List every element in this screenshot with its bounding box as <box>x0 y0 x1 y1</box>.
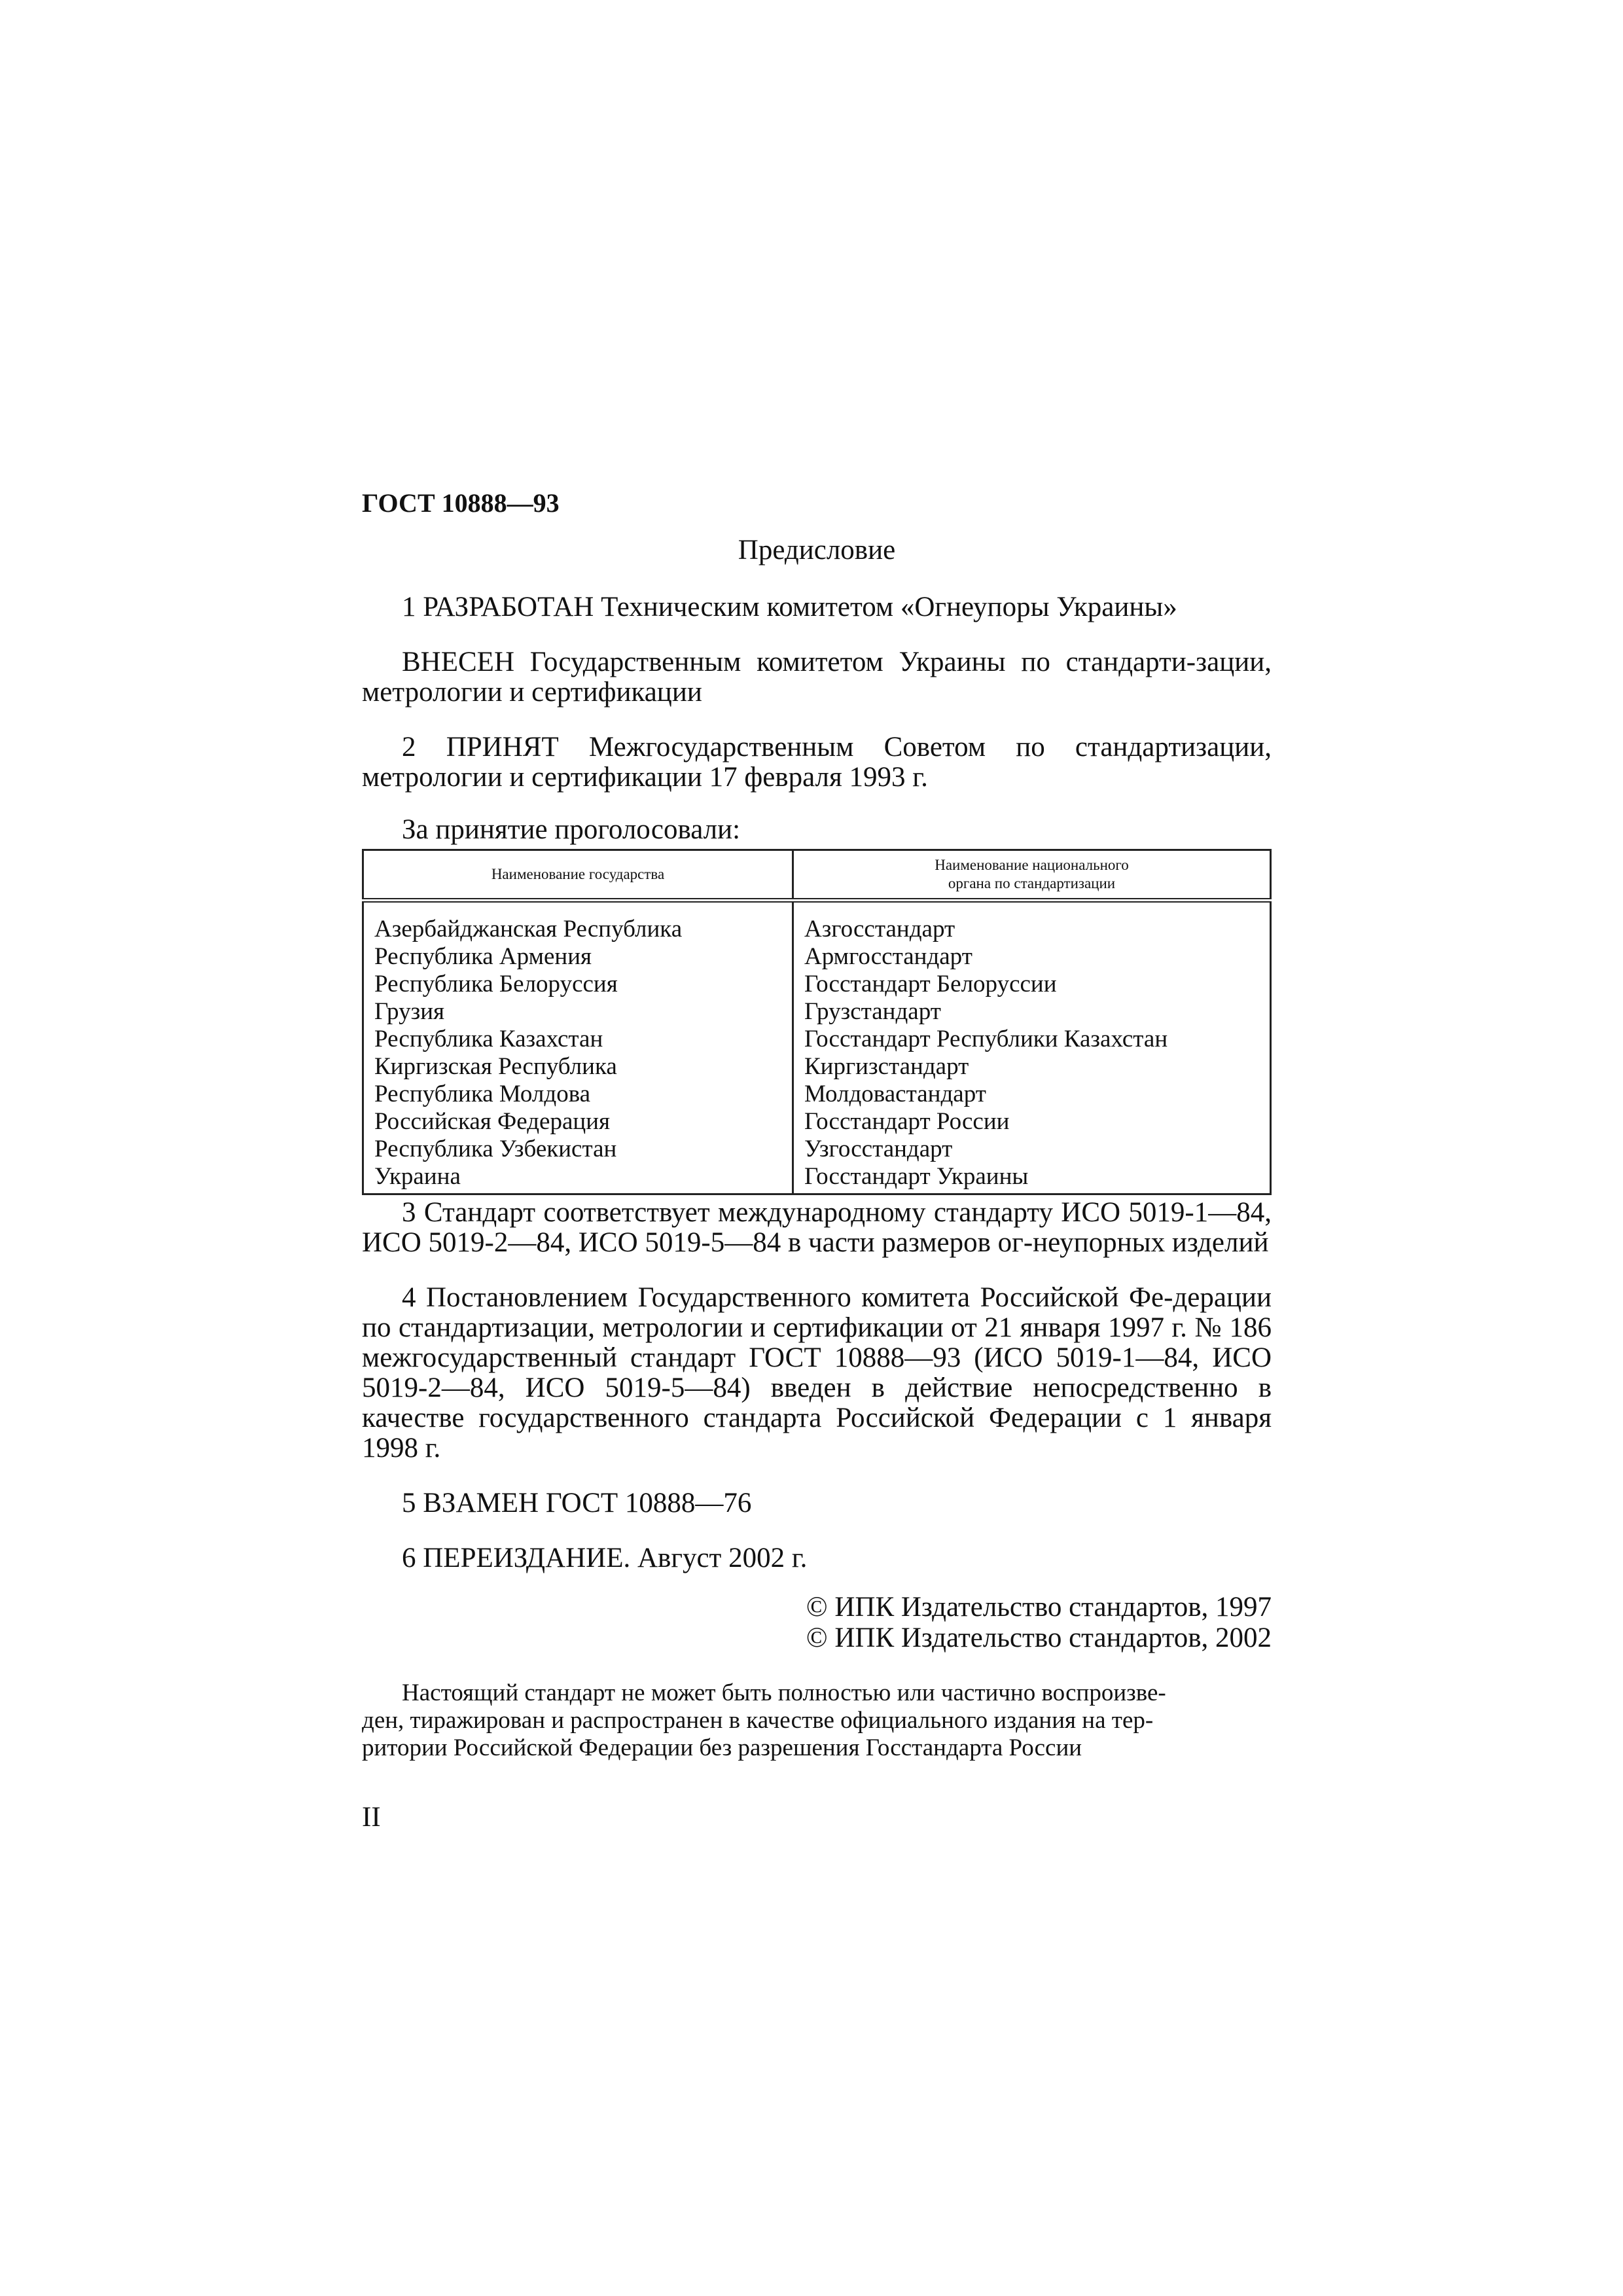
table-header-state: Наименование государства <box>363 850 793 901</box>
table-cell-body: Госстандарт России <box>804 1108 1010 1135</box>
table-cell-state: Грузия <box>374 998 445 1025</box>
table-header-body-line1: Наименование национального <box>935 857 1129 873</box>
copyright-line: © ИПК Издательство стандартов, 1997 <box>806 1592 1272 1623</box>
section-3: 3 Стандарт соответствует международному стандарту ИСО 5019-1—84, ИСО 5019-2—84, ИСО 5019-5—84 в части размеров ог-неупорных изделий <box>362 1197 1272 1258</box>
table-cell-body: Госстандарт Белоруссии <box>804 971 1057 997</box>
table-cell-body: Киргизстандарт <box>804 1053 969 1080</box>
table-cell-state: Азербайджанская Республика <box>374 916 683 942</box>
table-cell-body: Грузстандарт <box>804 998 941 1025</box>
reproduction-notice <box>362 1679 1272 1762</box>
table-cell-state: Республика Казахстан <box>374 1026 603 1052</box>
document-page <box>362 488 1272 1833</box>
section-5: 5 ВЗАМЕН ГОСТ 10888—76 <box>402 1488 752 1518</box>
table-cell-state: Республика Белоруссия <box>374 971 618 997</box>
section-1: 1 РАЗРАБОТАН Техническим комитетом «Огнеупоры Украины» <box>402 592 1177 622</box>
section-6: 6 ПЕРЕИЗДАНИЕ. Август 2002 г. <box>402 1543 808 1573</box>
notice-line: Настоящий стандарт не может быть полностью или частично воспроизве- <box>402 1679 1166 1706</box>
voted-caption: За принятие проголосовали: <box>402 814 741 845</box>
table-cell-state: Киргизская Республика <box>374 1053 617 1080</box>
section-introduced: ВНЕСЕН Государственным комитетом Украины по стандарти-зации, метрологии и сертификации <box>362 647 1272 708</box>
table-cell-state: Российская Федерация <box>374 1108 611 1135</box>
document-id: ГОСТ 10888—93 <box>362 488 560 518</box>
copyright-line: © ИПК Издательство стандартов, 2002 <box>806 1623 1272 1653</box>
table-cell-body: Узгосстандарт <box>804 1136 953 1162</box>
table-cell-state: Республика Узбекистан <box>374 1136 617 1162</box>
section-4: 4 Постановлением Государственного комитета Российской Фе-дерации по стандартизации, метрологии и сертификации от 21 января 1997 г. № 186 межгосударственный стандарт ГОСТ 10888—93 (ИСО 5019-1—84, ИСО 5019-2—84, ИСО 5019-5—84) введен в действие непосредственно в качестве государственного стандарта Российской Федерации с 1 января 1998 г. <box>362 1282 1272 1463</box>
table-cell-body: Госстандарт Украины <box>804 1163 1029 1190</box>
notice-line: ден, тиражирован и распространен в качестве официального издания на тер- <box>362 1707 1154 1734</box>
table-cell-body: Азгосстандарт <box>804 916 955 942</box>
bodies-column <box>793 901 1271 1194</box>
table-cell-body: Госстандарт Республики Казахстан <box>804 1026 1168 1052</box>
states-column <box>363 901 793 1194</box>
table-cell-state: Республика Молдова <box>374 1081 591 1107</box>
table-header-body <box>793 850 1271 901</box>
table-cell-state: Республика Армения <box>374 943 592 970</box>
table-cell-state: Украина <box>374 1163 461 1190</box>
voting-table <box>362 849 1272 1195</box>
page-number: II <box>362 1802 381 1833</box>
copyright-block <box>362 1592 1272 1653</box>
notice-line: ритории Российской Федерации без разрешения Госстандарта России <box>362 1734 1082 1761</box>
section-2: 2 ПРИНЯТ Межгосударственным Советом по стандартизации, метрологии и сертификации 17 февраля 1993 г. <box>362 732 1272 793</box>
table-header-body-line2: органа по стандартизации <box>948 875 1116 891</box>
table-cell-body: Армгосстандарт <box>804 943 972 970</box>
page-title: Предисловие <box>738 535 896 565</box>
table-cell-body: Молдовастандарт <box>804 1081 986 1107</box>
